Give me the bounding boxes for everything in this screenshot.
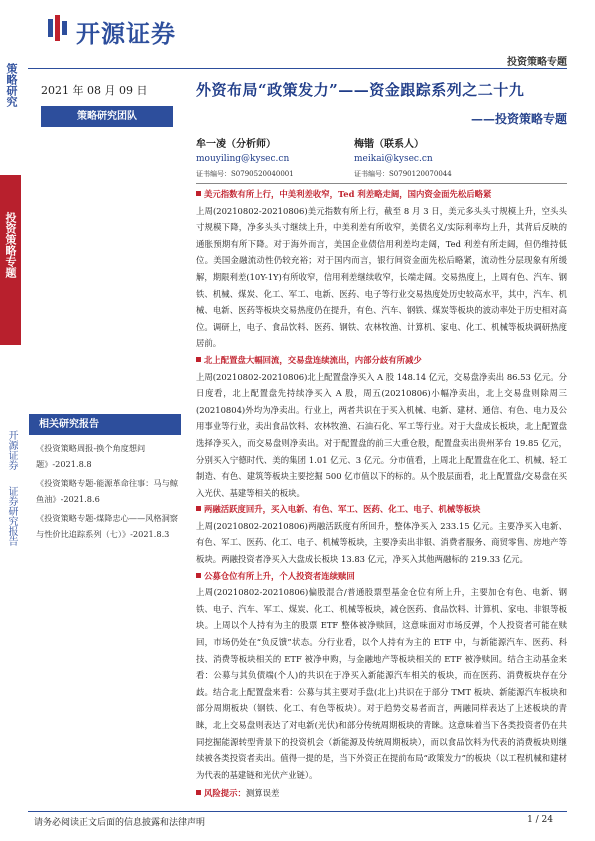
- section-heading: 美元指数有所上行，中美利差收窄，Ted 利差略走阔，国内资金面先松后略紧: [196, 186, 567, 203]
- report-type-tag: 投资策略专题: [507, 57, 567, 68]
- header-divider: [28, 68, 567, 69]
- sidebar-strategy-label: 策略研究: [5, 63, 18, 107]
- bullet-icon: [196, 573, 201, 578]
- section: [196, 501, 567, 567]
- author-email-link[interactable]: mouyiling@kysec.cn: [196, 154, 290, 164]
- risk-text: 测算误差: [245, 788, 280, 799]
- related-reports-list: [36, 440, 186, 545]
- footer-disclaimer: 请务必阅读正文后面的信息披露和法律声明: [34, 818, 206, 828]
- team-badge: 策略研究团队: [41, 106, 173, 127]
- report-date: 2021 年 08 月 09 日: [41, 84, 148, 97]
- bullet-icon: [196, 191, 201, 196]
- section-heading: 两融活跃度回升，买入电新、有色、军工、医药、化工、电子、机械等板块: [196, 501, 567, 518]
- sidebar-report-label: 投资策略专题: [4, 212, 17, 278]
- report-title: 外资布局“政策发力”——资金跟踪系列之二十九: [196, 81, 525, 99]
- risk-label: 风险提示：: [204, 788, 246, 799]
- related-report-link[interactable]: 《投资策略周报-换个角度想问题》-2021.8.8: [36, 443, 146, 469]
- section-text: 上周(20210802-20210806)美元指数有所上行，截至 8 月 3 日，美元多头头寸规模上升，空头头寸规模下降，净多头头寸继续上升，中美利差有所收窄，美债名义/实际利率均上升，其背后反映的通胀预期有所下降。对于海外而言，美国企业债信用利差均走阔，Ted 利差有所走阔，但仍维持低位。美国金融流动性仍较充裕；对于国内而言，银行间资金面先松后略紧，流动性分层现象有所缓解，期限利差(10Y-1Y)有所收窄，信用利差继续收窄，长端走阔。交易热度上，上周有色、汽车、钢铁、机械、煤炭、化工、军工、电新、医药、电子等行业交易热度处历史较高水平，其中，汽车、机械、电新、医药等板块交易热度仍在提升，有色、汽车、钢铁、煤炭等板块的波动率处于历史相对高位。调研上，电子、食品饮料、医药、钢铁、农林牧渔、计算机、家电、化工、机械等板块调研热度居前。: [196, 205, 567, 349]
- section-heading: 公募仓位有所上升，个人投资者连续赎回: [196, 568, 567, 585]
- bullet-icon: [196, 506, 201, 511]
- footer-divider: [28, 811, 567, 812]
- author-cert: 证书编号：S0790120070044: [354, 170, 452, 178]
- author-card: [354, 137, 452, 182]
- bullet-icon: [196, 357, 201, 362]
- author-divider: [196, 183, 567, 184]
- risk-note: [196, 785, 567, 802]
- kaiyuan-logo-icon: [48, 15, 70, 41]
- section-text: 上周(20210802-20210806)两融活跃度有所回升，整体净买入 233.15 亿元。主要净买入电新、有色、军工、医药、化工、电子、机械等板块，主要净卖出非银、消费者服务、商贸零售、房地产等板块。两融投资者净买入大盘成长板块 13.83 亿元，净买入其他两融标的 219.33 亿元。: [196, 520, 567, 565]
- author-email-link[interactable]: meikai@kysec.cn: [354, 154, 433, 164]
- section: [196, 352, 567, 501]
- author-name: 牟一凌（分析师）: [196, 139, 276, 150]
- page-number: 1 / 24: [527, 815, 553, 825]
- sidebar-research-label: 证券研究报告: [6, 486, 17, 546]
- bullet-icon: [196, 790, 201, 795]
- related-reports-heading: 相关研究报告: [29, 414, 181, 435]
- author-card: [196, 137, 294, 182]
- section-heading: 北上配置盘大幅回流，交易盘连续流出，内部分歧有所减少: [196, 352, 567, 369]
- report-subtitle: ——投资策略专题: [470, 112, 567, 126]
- section: [196, 568, 567, 784]
- section-text: 上周(20210802-20210806)偏股混合/普通股票型基金仓位有所上升，主要加仓有色、电新、钢铁、电子、汽车、军工、煤炭、化工、机械等板块，减仓医药、食品饮料、计算机、家电、非银等板块。上周以个人持有为主的股票 ETF 整体被净赎回，这意味面对市场反弹，个人投资者可能在赎回，市场仍处在“负反馈”状态。分行业看，以个人持有为主的 ETF 中，与新能源汽车、医药、科技、消费等板块相关的 ETF 被净申购，与金融地产等板块相关的 ETF 被净赎回。结合主动基金来看：公募与其负债端(个人)的共识在于净买入新能源汽车相关的板块，而在医药、消费板块存在分歧。结合北上配置盘来看：公募与其主要对手盘(北上)共识在于部分 TMT 板块、新能源汽车板块和部分周期板块（钢铁、化工、有色等板块）。对于趋势交易者而言，两融同样表达了上述板块的青睐，北上交易盘则表达了对电新(光伏)和部分传统周期板块的青睐。这意味着当下各类投资者仍在共同挖掘能源转型背景下的投资机会（新能源及传统周期板块），而以食品饮料为代表的消费板块则继续被各类投资者卖出。值得一提的是，当下外资正在提前布局“政策发力”的板块（以工程机械和建材为代表的基建链和光伏产业链）。: [196, 587, 567, 780]
- author-name: 梅锴（联系人）: [354, 139, 424, 150]
- related-report-link[interactable]: 《投资策略专题-煤降忠心——风格洞察与性价比追踪系列（七）》-2021.8.3: [36, 513, 178, 539]
- logo-text: 开源证券: [76, 20, 176, 48]
- section-text: 上周(20210802-20210806)北上配置盘净买入 A 股 148.14 亿元，交易盘净卖出 86.53 亿元。分日度看，北上配置盘先持续净买入 A 股，周五(20210806)小幅净卖出，北上交易盘则除周三(20210804)外均为净卖出。行业上，两者共识在于买入机械、电新、建材、通信、有色、电力及公用事业等行业，卖出食品饮料、农林牧渔、石油石化、军工等行业。对于大盘成长板块，北上配置盘选择净买入，而交易盘则净卖出。对于配置盘的前三大重仓股，配置盘卖出贵州茅台 19.85 亿元，分别买入宁德时代、美的集团 1.01 亿元、3 亿元。分市值看，上周北上配置盘在化工、机械、轻工制造、有色、建筑等板块主要挖掘 500 亿市值以下的标的。从个股层面看，北上配置盘/交易盘在买入光伏、基建等相关的板块。: [196, 371, 567, 498]
- author-cert: 证书编号：S0790520040001: [196, 170, 294, 178]
- section: [196, 186, 567, 352]
- sidebar-exchange-label: 开源证券: [6, 430, 17, 470]
- related-report-link[interactable]: 《投资策略专题-能源革命往事：马与鲸鱼油》-2021.8.6: [36, 478, 178, 504]
- report-body: [196, 186, 567, 802]
